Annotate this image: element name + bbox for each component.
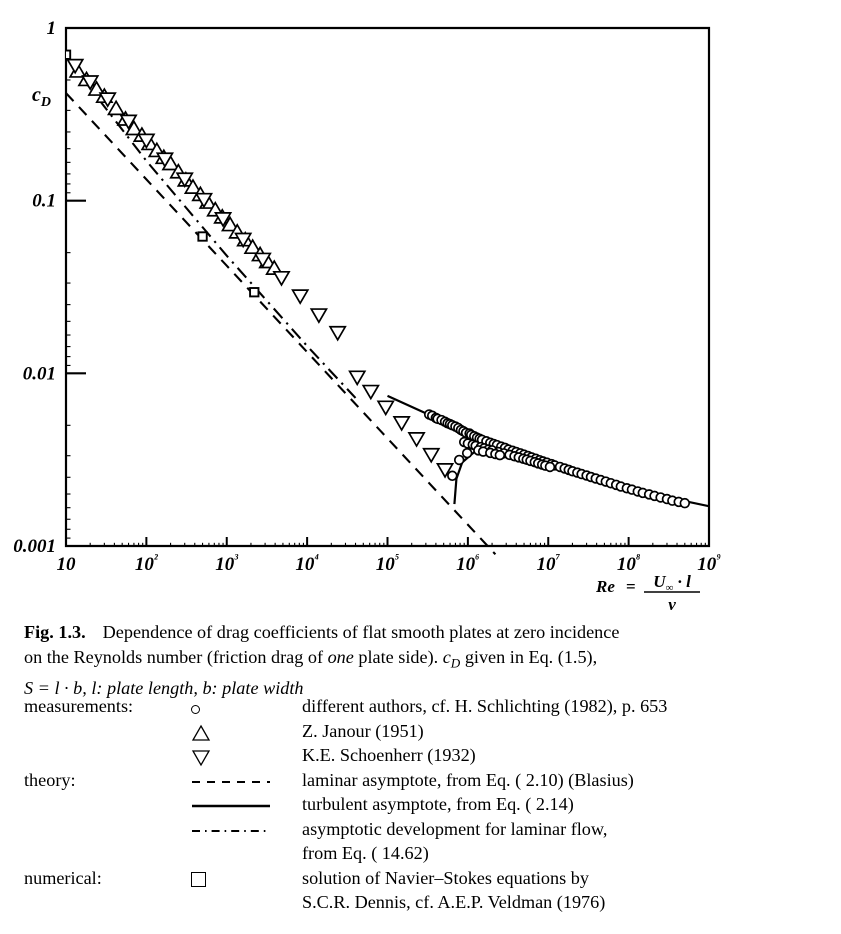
plot-frame [66,28,709,546]
x-axis-label-denominator: ν [668,595,676,614]
legend-description: laminar asymptote, from Eq. ( 2.10) (Blasius) [302,769,634,790]
x-axis-tick-label-text: $10^{^9}$ [697,551,721,575]
data-point-triangle-down [424,449,439,462]
legend-row [24,819,824,844]
caption-line-2c: given in Eq. (1.5), [460,647,598,667]
legend-category: theory: [24,769,76,790]
x-axis-tick-label [697,551,721,575]
caption-line-2a: on the Reynolds number (friction drag of [24,647,328,667]
legend-category: measurements: [24,696,134,716]
caption-cd-subscript: D [450,655,461,671]
x-axis-label-numerator: $U_\infty \cdot l$ [653,572,691,594]
circle-open-icon [191,705,200,714]
series-line-dashed [66,93,495,554]
y-axis-tick-label: 1 [46,18,56,39]
x-axis-tick-label [536,551,560,575]
data-point-triangle-up [108,101,123,114]
legend-symbol [177,794,302,818]
figure-caption [24,620,824,701]
legend-description: Z. Janour (1951) [302,720,424,741]
dash-dot-line-icon [191,826,271,836]
legend-row [24,794,824,819]
square-open-icon [191,872,206,887]
data-point-square [198,232,206,240]
data-point-triangle-down [274,272,289,285]
data-point-triangle-down [409,433,424,446]
data-point-circle [448,471,457,480]
data-point-square [250,288,258,296]
data-point-circle [463,449,472,458]
data-point-triangle-down [293,290,308,303]
legend-symbol [177,868,302,892]
legend-row [24,868,824,893]
x-axis-tick-label-text: $10^{^3}$ [215,551,239,575]
x-axis-tick-label-text: $10^{^2}$ [134,551,158,575]
caption-line-1: Dependence of drag coefficients of flat smooth plates at zero incidence [102,622,620,642]
x-axis-tick-label [57,554,77,575]
x-axis-tick-label-text: $10^{^7}$ [536,551,561,575]
x-axis-tick-label-text: 10 [56,554,76,575]
legend-symbol [177,745,302,769]
x-axis-tick-label [295,551,319,575]
legend-symbol [177,770,302,794]
chart-data-layer [62,51,709,555]
solid-line-icon [191,801,271,811]
series-line-dash-dot [66,57,356,398]
x-axis-tick-label-text: $10^{^5}$ [375,551,400,575]
x-axis-tick-label [456,551,480,575]
legend-symbol [177,696,302,720]
y-axis-tick-label: 0.1 [32,190,56,212]
triangle-down-open-icon [191,748,211,766]
caption-emphasis-one: one [327,647,354,667]
triangle-up-open-icon [191,724,211,742]
legend-description: different authors, cf. H. Schlichting (1982), p. 653 [302,696,668,716]
legend-description: K.E. Schoenherr (1932) [302,745,476,765]
figure-legend [24,696,824,917]
data-point-triangle-down [378,401,393,414]
caption-line-2b: plate side). [353,647,443,667]
legend-category: numerical: [24,867,102,888]
legend-symbol [177,721,302,745]
y-axis-label: $c_D$ [32,84,52,110]
x-axis-tick-label [376,551,400,575]
legend-description: asymptotic development for laminar flow, [302,818,608,839]
data-point-triangle-down [363,386,378,399]
x-axis-tick-label-text: $10^{^6}$ [456,551,480,575]
legend-row [24,745,824,770]
data-point-circle [455,456,464,465]
y-axis-tick-label: 0.01 [22,363,56,385]
caption-cd: c [442,647,451,667]
x-axis-tick-label-text: $10^{^4}$ [295,551,319,575]
legend-row [24,843,824,868]
data-point-triangle-down [350,371,365,384]
x-axis-tick-label [135,551,159,575]
dashed-line-icon [191,777,271,787]
data-point-triangle-down [394,417,409,430]
legend-symbol [177,892,302,916]
data-point-square [62,51,70,59]
x-axis-label-equals: = [626,577,636,596]
data-point-triangle-down [311,309,326,322]
x-axis-tick-label-text: $10^{^8}$ [616,551,641,575]
data-point-circle [680,499,689,508]
caption-line-3: S = l · b, l: plate length, b: plate width [24,677,304,698]
x-axis-tick-label [215,551,239,575]
data-point-triangle-down [330,327,345,340]
legend-row [24,892,824,917]
legend-row [24,696,824,721]
legend-row [24,770,824,795]
legend-symbol [177,819,302,843]
data-point-circle [495,451,504,460]
x-axis-label-re: Re [596,577,615,596]
legend-symbol [177,843,302,867]
legend-description: solution of Navier–Stokes equations by [302,867,589,888]
legend-description: S.C.R. Dennis, cf. A.E.P. Veldman (1976) [302,892,606,912]
y-axis-tick-label: 0.001 [13,536,56,557]
x-axis-tick-label [617,551,641,575]
data-point-circle [546,463,555,472]
figure-label: Fig. 1.3. [24,622,86,642]
legend-description: from Eq. ( 14.62) [302,843,429,863]
legend-description: turbulent asymptote, from Eq. ( 2.14) [302,794,574,814]
legend-row [24,721,824,746]
